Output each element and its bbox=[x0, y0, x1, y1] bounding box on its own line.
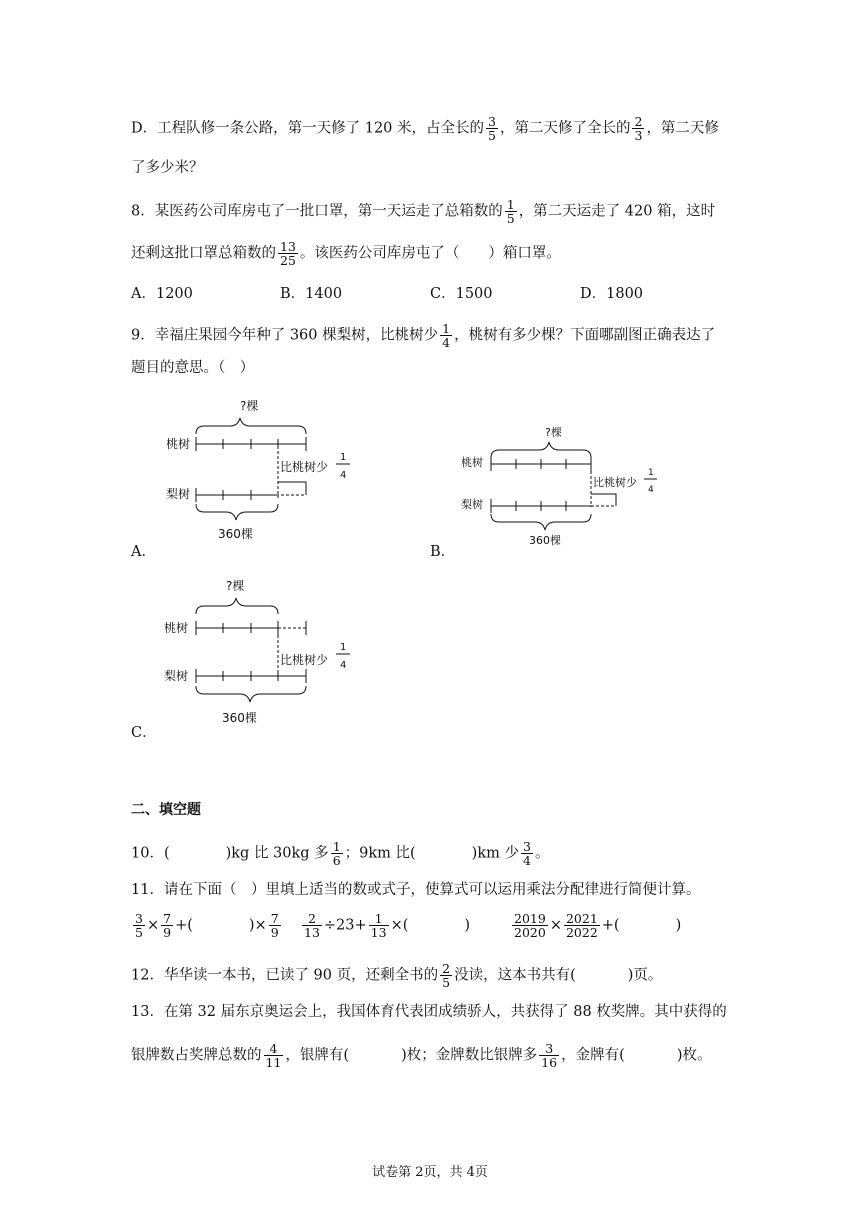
question-13: 13．在第 32 届东京奥运会上，我国体育代表团成绩骄人，共获得了 88 枚奖牌。其中获得的 bbox=[131, 1004, 727, 1020]
pear-label: 梨树 bbox=[164, 669, 189, 683]
peach-label: 桃树 bbox=[166, 437, 191, 451]
total-label: 360棵 bbox=[218, 527, 253, 541]
q8-option-a: A．1200 bbox=[131, 286, 193, 302]
pear-label: 梨树 bbox=[461, 498, 483, 511]
fraction: $\frac{3}{4}$ bbox=[522, 839, 531, 868]
q8-option-b: B．1400 bbox=[280, 286, 343, 302]
diagram-c bbox=[160, 576, 380, 728]
q11-expression-3: $\frac{2019}{2020}$ × $\frac{2021}{2022}$ +( ) bbox=[514, 911, 682, 940]
less-label: 比桃树少 bbox=[280, 460, 329, 474]
question-13-line2: 银牌数占奖牌总数的 $\frac{4}{11}$ ，银牌有( )枚；金牌数比银牌多 $\frac{3}{16}$ ，金牌有( )枚。 bbox=[131, 1041, 712, 1070]
q7-option-d-line2: 了多少米？ bbox=[131, 160, 204, 176]
frac-den: 4 bbox=[340, 660, 347, 671]
fraction: $\frac{2}{5}$ bbox=[442, 961, 451, 990]
frac-den: 4 bbox=[340, 470, 347, 481]
total-label: 360棵 bbox=[529, 534, 561, 547]
question-10: 10．( )kg 比 30kg 多 $\frac{1}{6}$ ；9km 比( )km 少 $\frac{3}{4}$ 。 bbox=[131, 839, 550, 868]
question-8: 8．某医药公司库房屯了一批口罩，第一天运走了总箱数的 $\frac{1}{5}$ ，第二天运走了 420 箱，这时 bbox=[131, 197, 716, 226]
frac-num: 1 bbox=[340, 642, 347, 653]
q7-option-d: D．工程队修一条公路，第一天修了 120 米，占全长的 $\frac{3}{5}$ ，第二天修了全长的 $\frac{2}{3}$ ，第二天修 bbox=[131, 114, 719, 143]
q9-label-b: B． bbox=[430, 544, 456, 560]
less-label: 比桃树少 bbox=[280, 653, 329, 667]
question-9-line2: 题目的意思。（ ） bbox=[131, 360, 255, 376]
question-label: ?棵 bbox=[240, 399, 259, 413]
q9-label-a: A． bbox=[131, 544, 156, 560]
question-8-line2: 还剩这批口罩总箱数的 $\frac{13}{25}$ 。该医药公司库房屯了（ ）箱口罩。 bbox=[131, 239, 561, 268]
q8-option-c: C．1500 bbox=[430, 286, 493, 302]
diagram-a bbox=[160, 396, 380, 548]
q11-expression-1: $\frac{3}{5}$ × $\frac{7}{9}$ +( )× $\frac{7}{9}$ bbox=[135, 911, 279, 940]
fraction: $\frac{3}{16}$ bbox=[541, 1041, 558, 1070]
peach-label: 桃树 bbox=[461, 456, 483, 469]
fraction: $\frac{1}{5}$ bbox=[506, 197, 515, 226]
question-12: 12．华华读一本书，已读了 90 页，还剩全书的 $\frac{2}{5}$ 没读，这本书共有( )页。 bbox=[131, 961, 663, 990]
fraction: $\frac{1}{4}$ bbox=[442, 321, 451, 350]
diagram-b bbox=[455, 422, 675, 552]
q8-option-d: D．1800 bbox=[580, 286, 644, 302]
pear-label: 梨树 bbox=[166, 487, 191, 501]
question-label: ?棵 bbox=[226, 579, 245, 593]
less-label: 比桃树少 bbox=[593, 476, 637, 489]
fraction: $\frac{13}{25}$ bbox=[280, 239, 296, 268]
fraction: $\frac{1}{6}$ bbox=[332, 839, 341, 868]
peach-label: 桃树 bbox=[164, 621, 189, 635]
frac-num: 1 bbox=[340, 452, 347, 463]
q9-label-c: C． bbox=[131, 725, 157, 741]
frac-den: 4 bbox=[648, 485, 654, 495]
page-footer: 试卷第 2页，共 4页 bbox=[372, 1165, 488, 1180]
fraction: $\frac{2}{3}$ bbox=[634, 114, 643, 143]
frac-num: 1 bbox=[648, 468, 654, 478]
q11-expression-2: $\frac{2}{13}$ ÷23+ $\frac{1}{13}$ ×( ) bbox=[304, 911, 471, 940]
section-title: 二、填空题 bbox=[131, 802, 201, 818]
total-label: 360棵 bbox=[222, 711, 257, 725]
question-9: 9．幸福庄果园今年种了 360 棵梨树，比桃树少 $\frac{1}{4}$ ，桃树有多少棵？下面哪副图正确表达了 bbox=[131, 321, 716, 350]
fraction: $\frac{4}{11}$ bbox=[265, 1041, 282, 1070]
question-label: ?棵 bbox=[545, 426, 562, 439]
question-11: 11．请在下面（ ）里填上适当的数或式子，使算式可以运用乘法分配律进行简便计算。 bbox=[131, 882, 701, 898]
fraction: $\frac{3}{5}$ bbox=[488, 114, 496, 143]
